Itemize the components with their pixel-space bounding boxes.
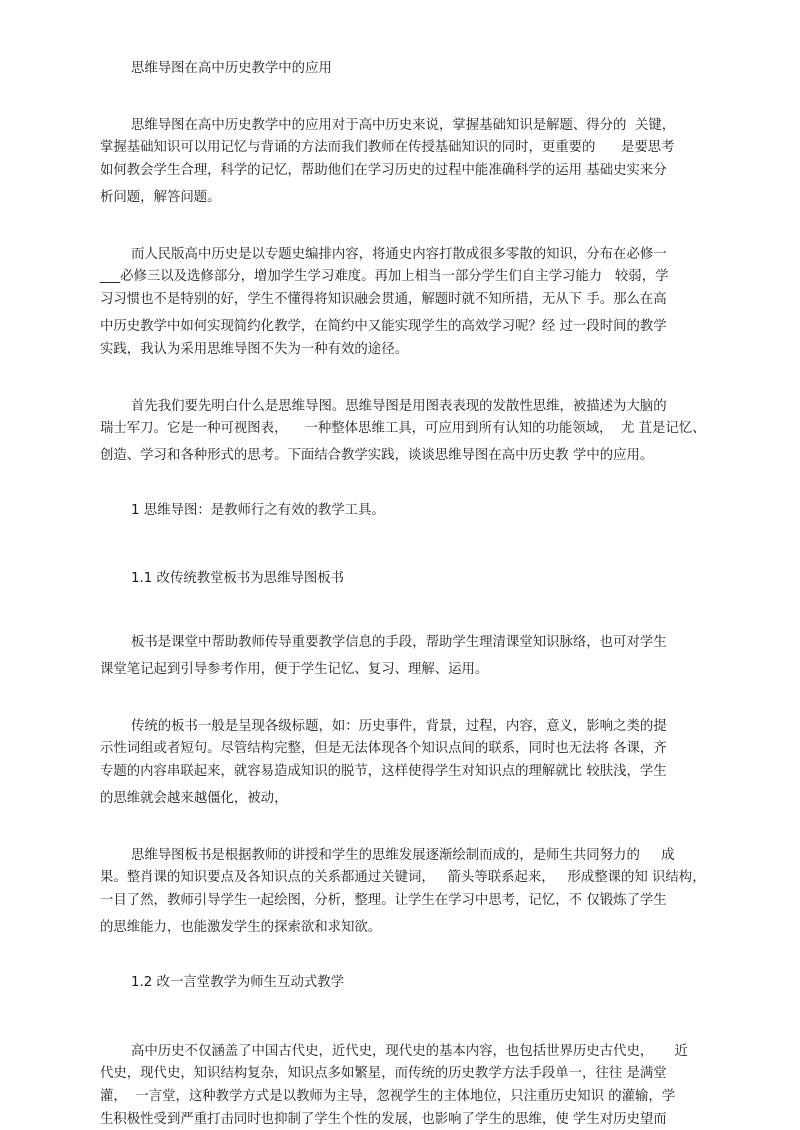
section-heading-1: 1 思维导图：是教师行之有效的教学工具。	[131, 503, 385, 518]
paragraph-3-line-3: 创造、学习和各种形式的思考。下面结合教学实践，谈谈思维导图在高中历史教 学中的应用。	[100, 448, 654, 463]
section-heading-1-2: 1.2 改一言堂教学为师生互动式教学	[131, 975, 345, 990]
section-heading-1-1: 1.1 改传统教堂板书为思维导图板书	[131, 571, 345, 586]
paragraph-6-line-4: 的思维能力，也能激发学生的探索欲和求知欲。	[100, 920, 382, 935]
paragraph-7-line-1: 高中历史不仅涵盖了中国古代史，近代史，现代史的基本内容，也包括世界历史古代史， 近	[131, 1044, 688, 1059]
paragraph-2-line-4: 中历史教学中如何实现简约化教学，在简约中又能实现学生的高效学习呢？经 过一段时间的教学	[100, 319, 667, 334]
paragraph-7-line-2: 代史，现代史，知识结构复杂，知识点多如繁星，而传统的历史教学方法手段单一，往往 是满堂	[100, 1066, 667, 1081]
paragraph-2-line-2: ___必修三以及选修部分，增加学生学习难度。再加上相当一部分学生们自主学习能力 较弱，学	[100, 269, 669, 284]
paragraph-1-line-1: 思维导图在高中历史教学中的应用对于高中历史来说，掌握基础知识是解题、得分的 关键，	[131, 118, 676, 133]
paragraph-2-line-1: 而人民版高中历史是以专题史编排内容，将通史内容打散成很多零散的知识，分布在必修一	[131, 247, 667, 262]
paragraph-5-line-1: 传统的板书一般是呈现各级标题，如：历史事件，背景，过程，内容，意义，影响之类的提	[131, 719, 667, 734]
paragraph-1-line-3: 如何教会学生合理，科学的记忆，帮助他们在学习历史的过程中能准确科学的运用 基础史实来分	[100, 163, 667, 178]
paragraph-4-line-1: 板书是课堂中帮助教师传导重要教学信息的手段，帮助学生理清课堂知识脉络，也可对学生	[131, 635, 667, 650]
paragraph-6-line-3: 一目了然，教师引导学生一起绘图，分析，整理。让学生在学习中思考，记忆，不 仅锻炼了学生	[100, 893, 667, 908]
paragraph-1-line-2: 掌握基础知识可以用记忆与背诵的方法而我们教师在传授基础知识的同时，更重要的 是要思考	[100, 140, 675, 155]
paragraph-1-line-4: 析问题，解答问题。	[100, 190, 221, 205]
paragraph-5-line-3: 专题的内容串联起来，就容易造成知识的脱节，这样使得学生对知识点的理解就比 较肤浅，学生	[100, 764, 667, 779]
paragraph-3-line-1: 首先我们要先明白什么是思维导图。思维导图是用图表表现的发散性思维，被描述为大脑的	[131, 399, 667, 414]
paragraph-4-line-2: 课堂笔记起到引导参考作用，便于学生记忆、复习、理解、运用。	[100, 662, 489, 677]
paragraph-3-line-2: 瑞士军刀。它是一种可视图表， 一种整体思维工具，可应用到所有认知的功能领域， 尤 苴是记忆、	[100, 421, 706, 436]
paragraph-6-line-2: 果。整肖课的知识要点及各知识点的关系都通过关键词， 箭头等联系起来， 形成整课的知 识结构，	[100, 870, 706, 885]
paragraph-5-line-2: 示性词组或者短句。尽管结构完整，但是无法体现各个知识点间的联系，同时也无法将 各课，齐	[100, 741, 667, 756]
paragraph-5-line-4: 的思维就会越来越僵化，被动，	[100, 791, 288, 806]
paragraph-7-line-4: 生积极性受到严重打击同时也抑制了学生个性的发展，也影响了学生的思维，使 学生对历史望而	[100, 1112, 667, 1127]
paragraph-2-line-3: 习习惯也不是特别的好，学生不懂得将知识融会贯通，解题时就不知所措，无从下 手。那么在高	[100, 292, 667, 307]
paragraph-6-line-1: 思维导图板书是根据教师的讲授和学生的思维发展逐渐绘制而成的，是师生共同努力的 成	[131, 848, 675, 863]
document-title: 思维导图在高中历史教学中的应用	[131, 61, 332, 76]
paragraph-2-line-5: 实践，我认为采用思维导图不失为一种有效的途径。	[100, 342, 408, 357]
paragraph-7-line-3: 灌， 一言堂，这种教学方式是以教师为主导，忽视学生的主体地位，只注重历史知识 的灌输，学	[100, 1089, 676, 1104]
